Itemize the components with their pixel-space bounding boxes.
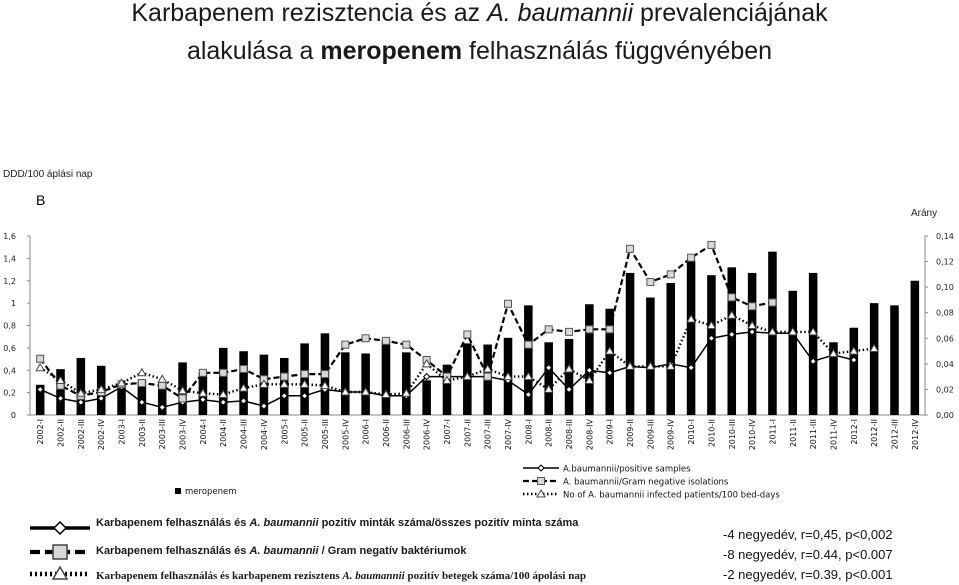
line-gram-negative-marker (749, 303, 756, 310)
bar-meropenem (300, 343, 309, 415)
panel-label: B (36, 192, 46, 208)
right-axis-tick-label: 0,08 (936, 308, 954, 318)
x-tick-label: 2011-IV (829, 419, 839, 451)
bar-meropenem (239, 351, 248, 415)
line-infected-patients-marker (158, 375, 166, 382)
x-tick-label: 2009-IV (666, 419, 676, 451)
line-gram-negative-marker (240, 365, 247, 372)
x-tick-label: 2007-IV (504, 419, 514, 451)
right-axis-tick-label: 0,14 (936, 232, 954, 241)
bar-meropenem (544, 342, 553, 415)
x-tick-label: 2003-IV (178, 419, 188, 451)
x-tick-label: 2002-I (36, 419, 46, 445)
right-axis-title: Arány (911, 208, 938, 219)
bar-meropenem (565, 339, 574, 415)
x-tick-label: 2006-IV (422, 419, 432, 451)
bar-meropenem (646, 298, 655, 415)
bar-meropenem (870, 303, 879, 415)
x-tick-label: 2002-III (76, 419, 86, 450)
right-axis-tick-label: 0,04 (936, 359, 954, 369)
x-tick-label: 2012-I (849, 419, 859, 445)
x-tick-label: 2008-IV (585, 419, 595, 451)
bar-meropenem (443, 365, 452, 415)
line-gram-negative-marker (484, 373, 491, 380)
stat-line-3: -2 negyedév, r=0.39, p<0.001 (723, 567, 893, 582)
x-tick-label: 2011-I (768, 419, 778, 445)
bar-meropenem (77, 358, 86, 415)
line-gram-negative-marker (362, 335, 369, 342)
bar-meropenem (890, 305, 899, 415)
left-axis-tick-label: 0,4 (3, 366, 16, 376)
lower-legend-swatch-marker (54, 522, 66, 534)
line-gram-negative-marker (586, 326, 593, 333)
bar-meropenem (748, 273, 757, 415)
line-gram-negative-marker (545, 326, 552, 333)
x-tick-label: 2012-III (890, 419, 900, 450)
legend-swatch-marker (538, 465, 544, 471)
x-tick-label: 2005-I (280, 419, 290, 445)
x-tick-label: 2005-IV (341, 419, 351, 451)
line-gram-negative-marker (667, 271, 674, 278)
line-gram-negative-marker (627, 245, 634, 252)
lower-legend-swatch-marker (53, 545, 67, 559)
line-gram-negative-marker (647, 279, 654, 286)
line-gram-negative-marker (199, 369, 206, 376)
legend-swatch-bar (175, 488, 181, 494)
x-tick-label: 2011-II (788, 419, 798, 447)
left-axis-tick-label: 1,6 (3, 232, 16, 241)
legend-line-label: No of A. baumannii infected patients/100 bed-days (563, 490, 780, 501)
legend-text-1: Karbapenem felhasználás és A. baumannii pozitív minták száma/összes pozitív minta száma (96, 517, 579, 529)
x-tick-label: 2009-II (626, 419, 636, 447)
line-gram-negative-marker (708, 241, 715, 248)
right-axis-tick-label: 0,00 (936, 411, 954, 420)
line-gram-negative-marker (37, 355, 44, 362)
line-gram-negative-marker (382, 337, 389, 344)
x-tick-label: 2007-I (442, 419, 452, 445)
x-tick-label: 2007-III (483, 418, 493, 450)
x-tick-label: 2012-IV (910, 419, 920, 451)
line-gram-negative-marker (301, 371, 308, 378)
x-tick-label: 2009-I (605, 419, 615, 445)
bar-meropenem (707, 275, 716, 415)
bar-meropenem (727, 267, 736, 415)
x-tick-label: 2002-IV (97, 419, 107, 451)
line-gram-negative-marker (566, 328, 573, 335)
x-tick-label: 2004-I (198, 419, 208, 445)
x-tick-label: 2012-II (870, 419, 880, 447)
x-tick-label: 2004-IV (259, 419, 269, 451)
right-axis-tick-label: 0,06 (936, 334, 954, 344)
legend-line-label: A.baumannii/positive samples (563, 464, 691, 475)
line-gram-negative-marker (464, 331, 471, 338)
bar-meropenem (422, 380, 431, 415)
bar-meropenem (382, 340, 391, 415)
x-tick-label: 2005-III (320, 419, 330, 450)
bar-meropenem (524, 305, 533, 415)
line-gram-negative-marker (138, 380, 145, 387)
line-infected-patients-marker (138, 369, 146, 376)
line-gram-negative-marker (281, 373, 288, 380)
title-line-1: Karbapenem rezisztencia és az A. baumannii prevalenciájának (131, 0, 828, 27)
x-tick-label: 2003-II (137, 419, 147, 447)
bar-meropenem (789, 291, 798, 415)
x-tick-label: 2003-III (158, 419, 168, 450)
legend-bar-label: meropenem (185, 487, 237, 497)
bar-meropenem (666, 283, 675, 415)
line-gram-negative-marker (179, 395, 186, 402)
left-axis-tick-label: 0 (10, 411, 16, 420)
bar-meropenem (809, 273, 818, 415)
x-tick-label: 2004-II (219, 419, 229, 447)
x-tick-label: 2011-III (809, 419, 819, 450)
x-tick-label: 2010-IV (748, 419, 758, 451)
x-tick-label: 2006-I (361, 419, 371, 445)
x-tick-label: 2009-III (646, 419, 656, 450)
line-gram-negative-marker (159, 382, 166, 389)
left-axis-tick-label: 0,6 (3, 343, 16, 353)
x-tick-label: 2008-II (544, 419, 554, 447)
line-gram-negative-marker (728, 294, 735, 301)
stat-line-1: -4 negyedév, r=0,45, p<0,002 (723, 527, 893, 542)
x-tick-label: 2002-II (56, 419, 66, 447)
title-line-2: alakulása a meropenem felhasználás függvényében (186, 37, 773, 65)
bar-meropenem (911, 281, 920, 415)
bar-meropenem (402, 352, 411, 415)
x-tick-label: 2007-II (463, 419, 473, 447)
left-axis-tick-label: 0,8 (3, 321, 16, 331)
x-tick-label: 2010-I (687, 419, 697, 445)
left-axis-tick-label: 1 (10, 299, 16, 309)
left-axis-tick-label: 1,2 (3, 276, 16, 286)
x-tick-label: 2006-III (402, 419, 412, 450)
bar-meropenem (605, 309, 614, 415)
right-axis-tick-label: 0,12 (936, 257, 954, 267)
line-gram-negative-marker (403, 341, 410, 348)
bar-meropenem (585, 304, 594, 415)
x-tick-label: 2006-II (381, 419, 391, 447)
line-gram-negative-marker (342, 341, 349, 348)
line-gram-negative-marker (321, 371, 328, 378)
left-axis-tick-label: 1,4 (3, 254, 16, 264)
line-gram-negative-marker (769, 299, 776, 306)
line-gram-negative-marker (688, 254, 695, 261)
left-axis-title: DDD/100 áplási nap (3, 169, 93, 180)
legend-line-label: A. baumannii/Gram negative isolations (563, 477, 729, 488)
legend-swatch-marker (538, 478, 545, 485)
right-axis-tick-label: 0,02 (936, 385, 954, 395)
bar-meropenem (626, 273, 635, 415)
line-gram-negative-marker (505, 300, 512, 307)
stat-line-2: -8 negyedév, r=0.44, p<0.007 (723, 547, 893, 562)
line-infected-patients-marker (36, 364, 44, 371)
bar-meropenem (341, 352, 350, 415)
x-tick-label: 2004-III (239, 419, 249, 450)
bar-meropenem (687, 261, 696, 415)
right-axis-tick-label: 0,10 (936, 283, 954, 293)
bar-meropenem (361, 353, 370, 415)
x-tick-label: 2010-III (727, 419, 737, 450)
line-gram-negative-marker (220, 369, 227, 376)
x-tick-label: 2003-I (117, 419, 127, 445)
x-tick-label: 2008-I (524, 419, 534, 445)
legend-text-2: Karbapenem felhasználás és A. baumannii / Gram negatív baktériumok (96, 545, 467, 557)
legend-text-3: Karbapenem felhasználás és karbapenem rezisztens A. baumannii pozitív betegek száma/100 ápolási nap (96, 570, 586, 582)
bar-meropenem (850, 328, 859, 415)
line-gram-negative-marker (606, 326, 613, 333)
x-tick-label: 2008-III (565, 419, 575, 450)
left-axis-tick-label: 0,2 (3, 388, 16, 398)
line-gram-negative-marker (525, 341, 532, 348)
x-tick-label: 2010-II (707, 419, 717, 447)
x-tick-label: 2005-II (300, 419, 310, 447)
